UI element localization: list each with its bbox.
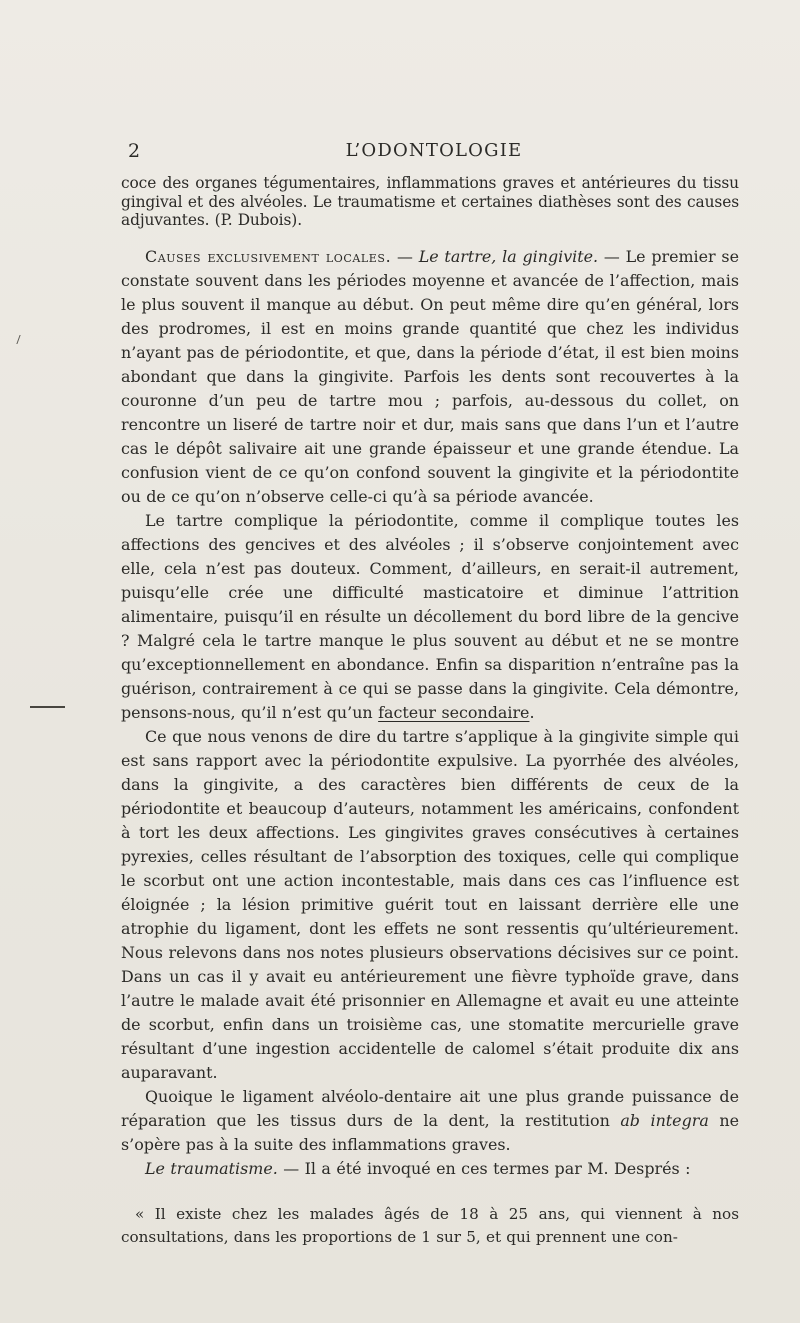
paragraph-traumatisme [121, 1157, 739, 1181]
paragraph-end: . [529, 702, 535, 722]
paragraph-gingivite-simple: Ce que nous venons de dire du tartre s’applique à la gingivite simple qui est sans rapport avec la périodontite expulsive. La pyorrhée des alvéoles, dans la gingivite, a des caractères bien différents de ceux de la périodontite et beaucoup d’auteurs, notamment les américains, confondent à tort les deux affections. Les gingivites graves consécutives à certaines pyrexies, celles résultant de l’absorption des toxiques, celle qui complique le scorbut ont une action incontestable, mais dans ces cas l’influence est éloignée ; la lésion primitive guérit tout en laissant derrière elle une atrophie du ligament, dont les effets ne sont ressentis qu’ultérieurement. Nous relevons dans nos notes plusieurs observations décisives sur ce point. Dans un cas il y avait eu antérieurement une fièvre typhoïde grave, dans l’autre le malade avait été prisonnier en Allemagne et avait eu une atteinte de scorbut, enfin dans un troisième cas, une stomatite mercurielle grave résultant d’une ingestion accidentelle de calomel s’était produite dix ans auparavant. [121, 726, 739, 1082]
paragraph-causes-adjuvantes: coce des organes tégumentaires, inflammations graves et antérieures du tissu gingival et des alvéoles. Le traumatisme et certaines diathèses sont des causes adjuvantes. (P. Dubois). [121, 174, 739, 229]
paragraph-text: Quoique le ligament alvéolo-dentaire ait une plus grande puissance de réparation que les tissus durs de la dent, la restitution [121, 1086, 739, 1130]
page-number: 2 [128, 140, 141, 162]
page-header [128, 140, 740, 166]
section-subtitle: Le tartre, la gingivite. [418, 246, 599, 266]
margin-pencil-dash [30, 706, 65, 708]
margin-pencil-tick [16, 335, 23, 344]
body-text [121, 174, 739, 1249]
paragraph-tartre-complique [121, 509, 739, 725]
heading-dash: — [391, 246, 419, 266]
paragraph-text: — Le premier se constate souvent dans les périodes moyenne et avancée de l’affection, mais le plus souvent il manque au début. On peut même dire qu’en général, lors des prodromes, il est en moins grande quantité que chez les individus n’ayant pas de périodontite, et que, dans la période d’état, il est bien moins abondant que dans la gingivite. Parfois les dents sont recouvertes à la couronne d’un peu de tartre mou ; parfois, au-dessous du collet, on rencontre un liseré de tartre noir et dur, mais sans que dans l’un et l’autre cas le dépôt salivaire ait une grande épaisseur et une grande étendue. La confusion vient de ce qu’on confond souvent la gingivite et la périodontite ou de ce qu’on n’observe celle-ci qu’à sa période avancée. [121, 246, 739, 506]
latin-phrase: ab integra [620, 1110, 709, 1130]
paragraph-text: — Il a été invoqué en ces termes par M. Després : [277, 1158, 691, 1178]
quotation: « Il existe chez les malades âgés de 18 à 25 ans, qui viennent à nos consultations, dans les proportions de 1 sur 5, et qui prennent une con- [121, 1204, 739, 1246]
running-title: L’ODONTOLOGIE [345, 140, 523, 161]
section-heading: Causes exclusivement locales. [145, 246, 392, 266]
underlined-phrase: facteur secondaire [378, 702, 530, 722]
paragraph-text: Le tartre complique la périodontite, comme il complique toutes les affections des gencives et des alvéoles ; il s’observe conjointement avec elle, cela n’est pas douteux. Comment, d’ailleurs, en serait-il autrement, puisqu’elle crée une difficulté masticatoire et diminue l’attrition alimentaire, puisqu’il en résulte un décollement du bord libre de la gencive ? Malgré cela le tartre manque le plus souvent au début et ne se montre qu’exceptionnellement en abondance. Enfin sa disparition n’entraîne pas la guérison, contrairement à ce qui se passe dans la gingivite. Cela démontre, pensons-nous, qu’il n’est qu’un [121, 510, 739, 722]
paragraph-ligament [121, 1085, 739, 1157]
paragraph-causes-locales [121, 245, 739, 509]
subsection-title: Le traumatisme. [145, 1158, 278, 1178]
paragraph-end: ne s’opère pas à la suite des inflammations graves. [121, 1110, 739, 1154]
